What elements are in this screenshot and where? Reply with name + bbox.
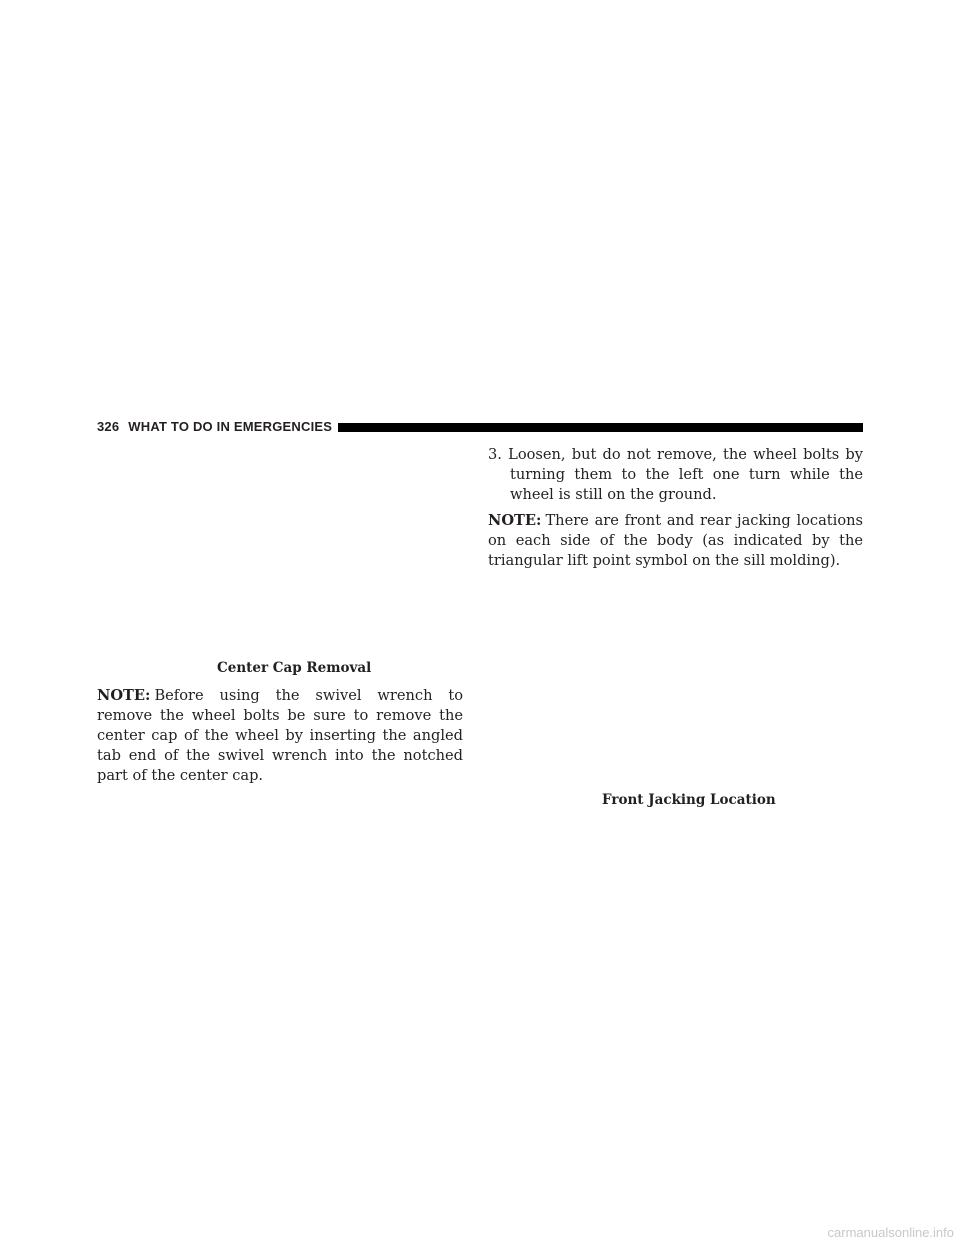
right-note-label: NOTE: <box>488 512 542 529</box>
front-jacking-location-figure <box>488 580 863 785</box>
section-title: WHAT TO DO IN EMERGENCIES <box>128 419 333 434</box>
left-note-paragraph <box>97 686 463 786</box>
page-number: 326 <box>97 419 120 434</box>
step-3-text: Loosen, but do not remove, the wheel bolts by turning them to the left one turn while the wheel is still on the ground. <box>508 446 863 503</box>
watermark-text: carmanualsonline.info <box>827 1225 954 1240</box>
step-3-number: 3. <box>488 446 502 463</box>
step-3 <box>488 445 863 505</box>
center-cap-removal-caption: Center Cap Removal <box>217 660 372 676</box>
front-jacking-location-caption: Front Jacking Location <box>602 792 776 808</box>
left-note-text: Before using the swivel wrench to remove the wheel bolts be sure to remove the center cap of the wheel by inserting the angled tab end of the swivel wrench into the notched part of the center cap. <box>97 687 463 784</box>
left-note-label: NOTE: <box>97 687 151 704</box>
center-cap-removal-figure <box>97 445 463 655</box>
page-header <box>97 419 863 435</box>
right-note-paragraph <box>488 511 863 571</box>
header-rule <box>338 423 863 432</box>
right-note-text: There are front and rear jacking locations on each side of the body (as indicated by the triangular lift point symbol on the sill molding). <box>488 512 863 569</box>
